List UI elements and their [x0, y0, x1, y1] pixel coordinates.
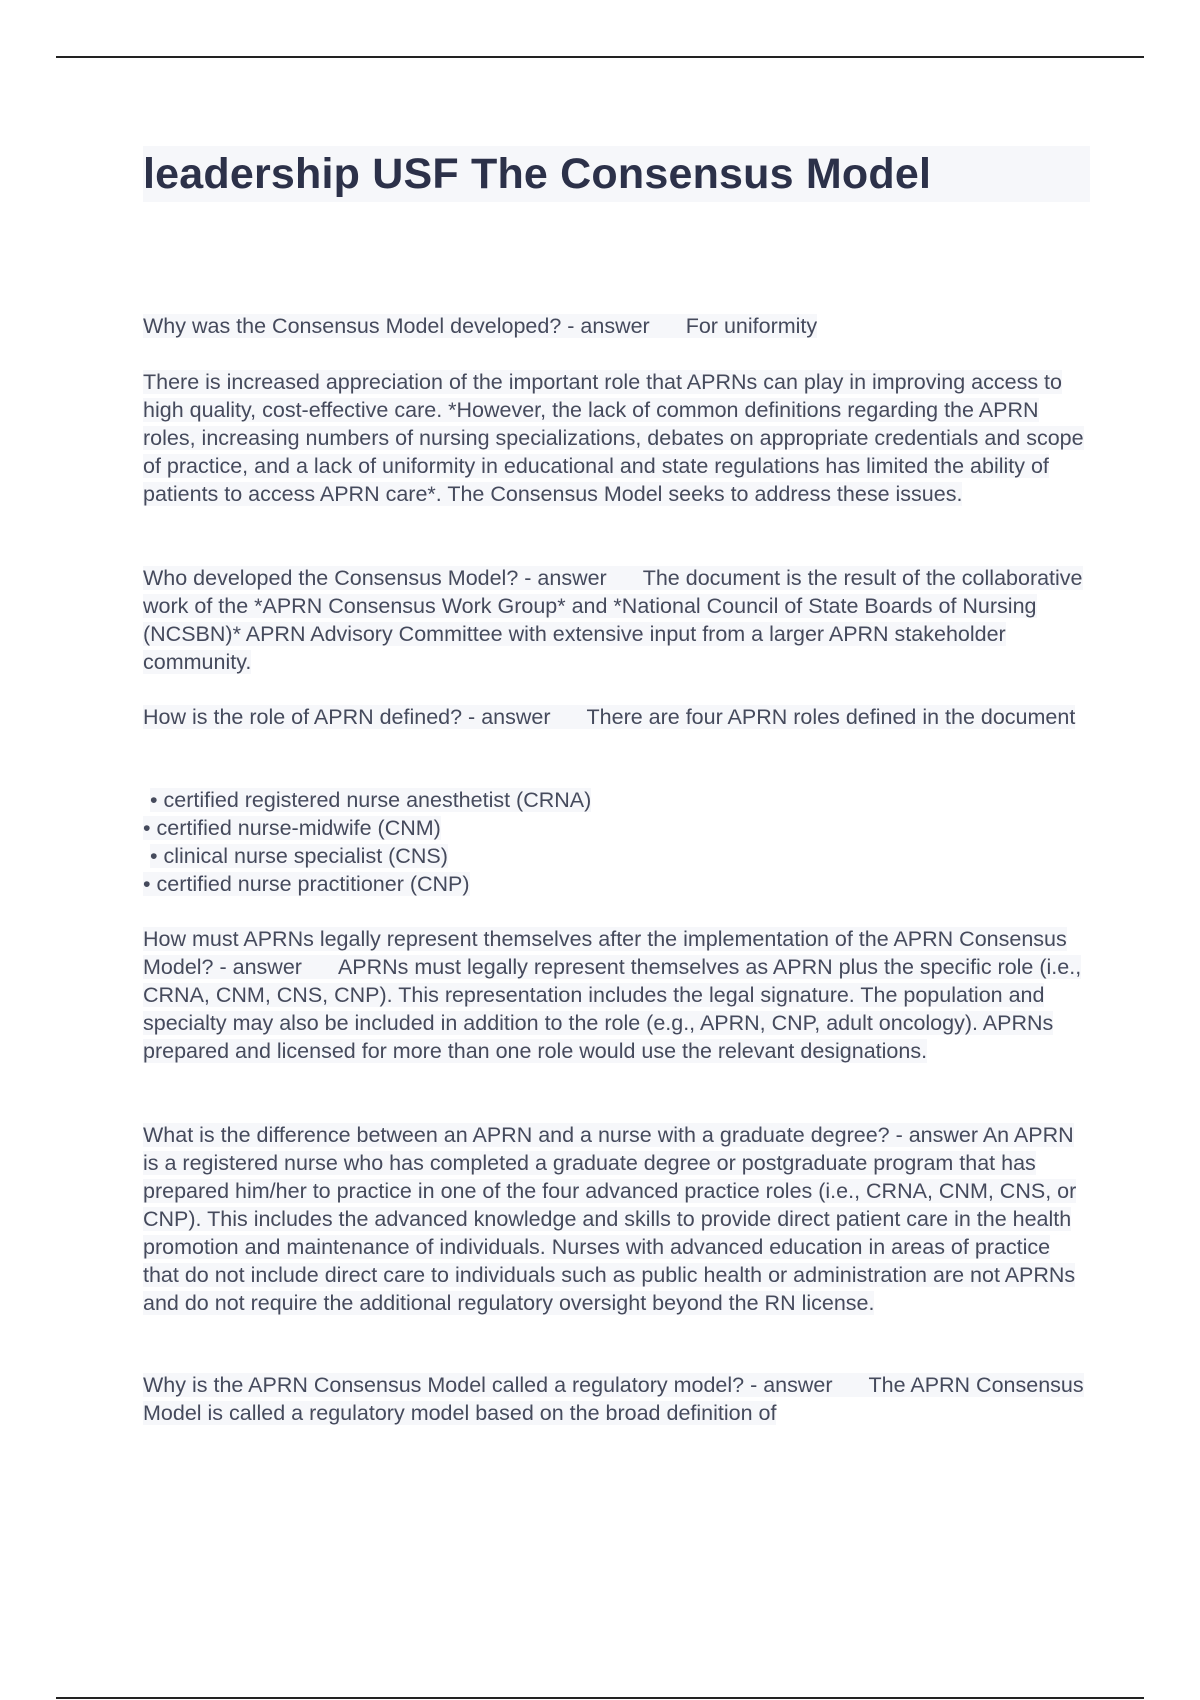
qa-block-regulatory-model	[143, 1371, 1090, 1427]
qa-block-graduate-degree	[143, 1121, 1090, 1317]
answer-text: For uniformity	[685, 314, 818, 338]
question-text: Who developed the Consensus Model? - answer	[143, 566, 607, 590]
answer-text: An APRN is a registered nurse who has completed a graduate degree or postgraduate program that has prepared him/her to practice in one of the four advanced practice roles (i.e., CRNA, CNM, CNS, or CNP). This includes the advanced knowledge and skills to provide direct patient care in the health promotion and maintenance of individuals. Nurses with advanced education in areas of practice that do not include direct care to individuals such as public health or administration are not APRNs and do not require the additional regulatory oversight beyond the RN license.	[143, 1123, 1077, 1315]
answer-text: APRNs must legally represent themselves as APRN plus the specific role (i.e., CRNA, CNM, CNS, CNP). This representation includes the legal signature. The population and specialty may also be included in addition to the role (e.g., APRN, CNP, adult oncology). APRNs prepared and licensed for more than one role would use the relevant designations.	[143, 955, 1082, 1063]
answer-text: The document is the result of the collaborative work of the *APRN Consensus Work Group* and *National Council of State Boards of Nursing (NCSBN)* APRN Advisory Committee with extensive input from a larger APRN stakeholder community.	[143, 566, 1083, 674]
bottom-divider	[56, 1697, 1144, 1699]
document-title: leadership USF The Consensus Model	[143, 146, 1090, 202]
paragraph-appreciation	[143, 368, 1090, 508]
aprn-roles-list	[143, 786, 743, 898]
question-text: What is the difference between an APRN and a nurse with a graduate degree? - answer	[143, 1123, 979, 1147]
question-text: How is the role of APRN defined? - answer	[143, 705, 551, 729]
list-item: • certified nurse-midwife (CNM)	[143, 816, 441, 840]
question-text: Why was the Consensus Model developed? - answer	[143, 314, 650, 338]
question-text: How must APRNs legally represent themselves after the implementation of the APRN Consensus Model? - answer	[143, 927, 1067, 979]
qa-block-uniformity	[143, 312, 1090, 340]
answer-text: There is increased appreciation of the important role that APRNs can play in improving access to high quality, cost-effective care. *However, the lack of common definitions regarding the APRN roles, increasing numbers of nursing specializations, debates on appropriate credentials and scope of practice, and a lack of uniformity in educational and state regulations has limited the ability of patients to access APRN care*. The Consensus Model seeks to address these issues.	[143, 370, 1084, 506]
list-item: • certified nurse practitioner (CNP)	[143, 872, 470, 896]
list-item: • clinical nurse specialist (CNS)	[150, 844, 448, 868]
qa-block-who-developed	[143, 564, 1090, 676]
qa-block-role-defined	[143, 703, 1090, 731]
answer-text: There are four APRN roles defined in the document	[586, 705, 1076, 729]
answer-text: The APRN Consensus Model is called a regulatory model based on the broad definition of	[143, 1373, 1084, 1425]
qa-block-legal-representation	[143, 925, 1090, 1065]
top-divider	[56, 56, 1144, 58]
list-item: • certified registered nurse anesthetist (CRNA)	[150, 788, 592, 812]
question-text: Why is the APRN Consensus Model called a regulatory model? - answer	[143, 1373, 833, 1397]
